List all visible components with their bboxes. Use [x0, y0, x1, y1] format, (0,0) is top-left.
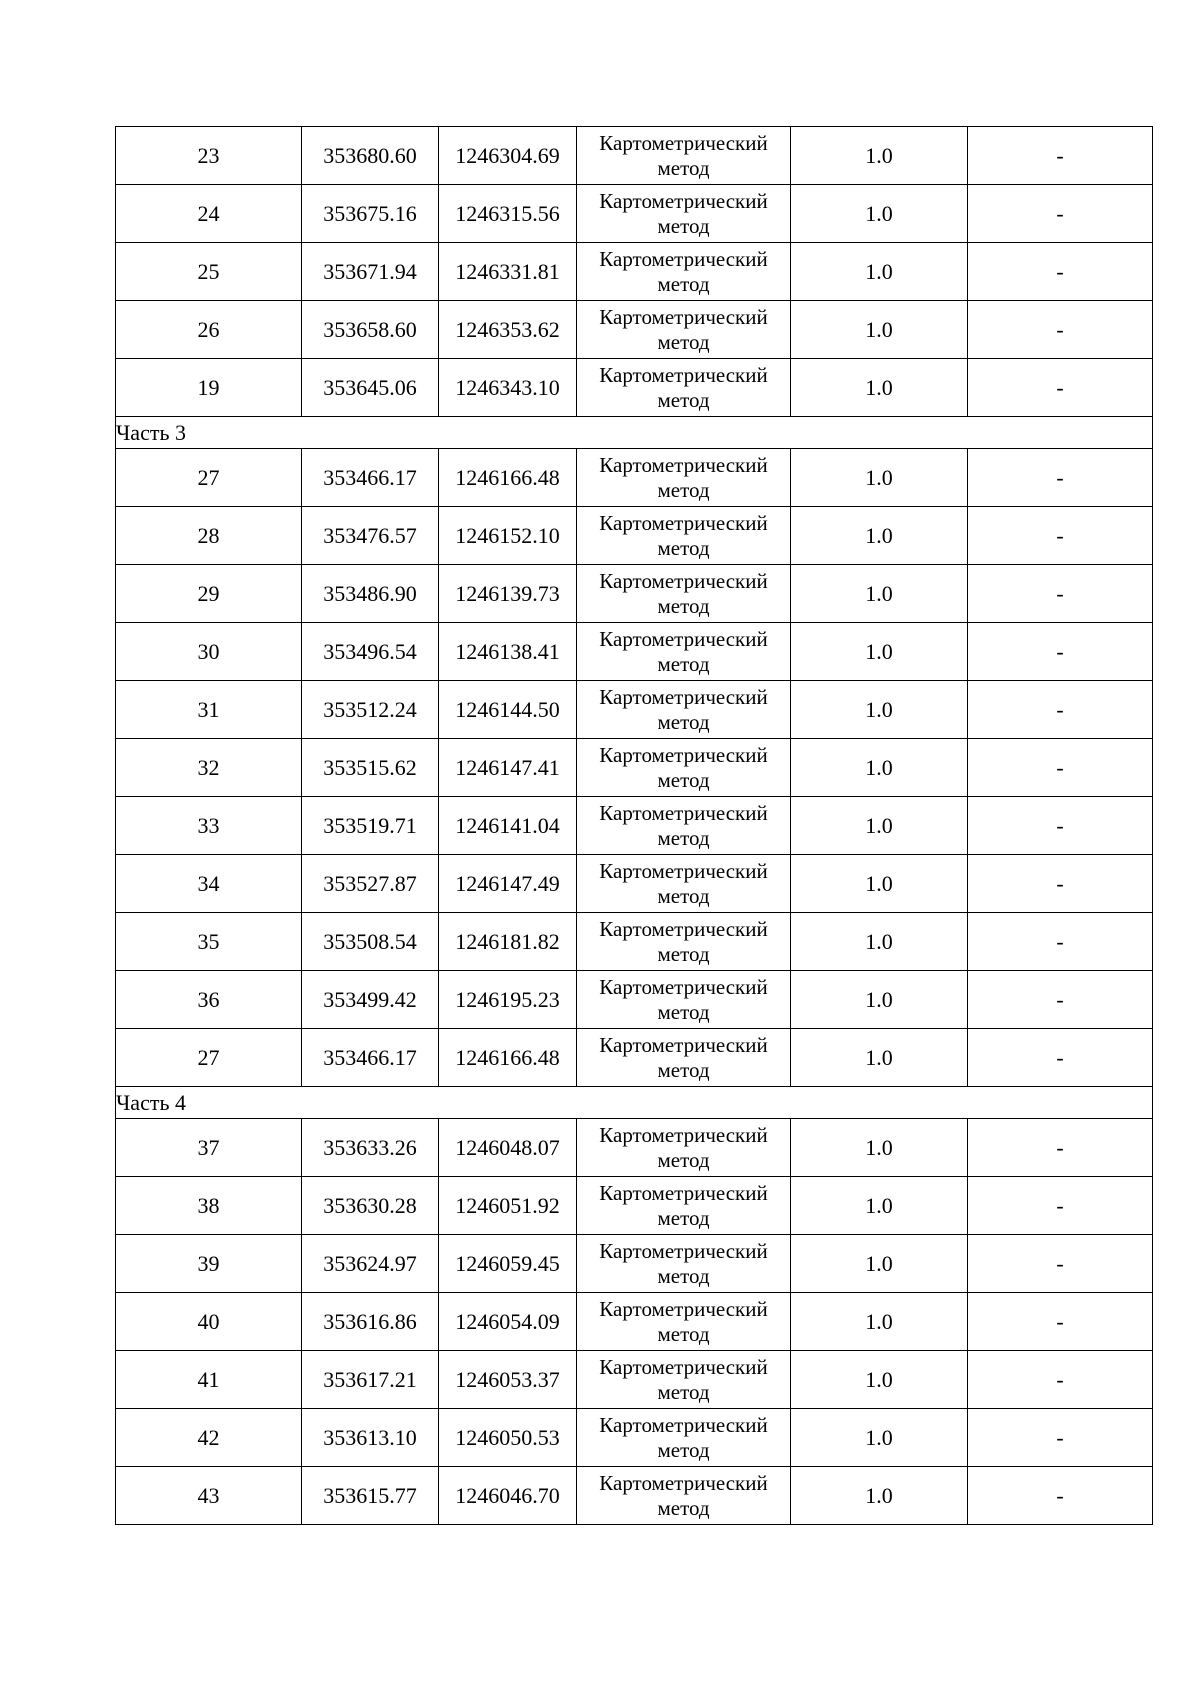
- table-row: [116, 623, 1153, 681]
- description-cell: -: [968, 1029, 1153, 1087]
- accuracy-cell: 1.0: [791, 681, 968, 739]
- table-row: [116, 449, 1153, 507]
- point-number-cell: 35: [116, 913, 302, 971]
- table-row: [116, 301, 1153, 359]
- y-coordinate-cell: 1246141.04: [439, 797, 577, 855]
- y-coordinate-cell: 1246343.10: [439, 359, 577, 417]
- point-number-cell: 34: [116, 855, 302, 913]
- point-number-cell: 30: [116, 623, 302, 681]
- point-number-cell: 32: [116, 739, 302, 797]
- x-coordinate-cell: 353496.54: [302, 623, 439, 681]
- y-coordinate-cell: 1246138.41: [439, 623, 577, 681]
- x-coordinate-cell: 353527.87: [302, 855, 439, 913]
- point-number-cell: 38: [116, 1177, 302, 1235]
- part-header-row: [116, 1087, 1153, 1119]
- table-row: [116, 1235, 1153, 1293]
- x-coordinate-cell: 353630.28: [302, 1177, 439, 1235]
- description-cell: -: [968, 507, 1153, 565]
- table-row: [116, 1119, 1153, 1177]
- table-row: [116, 1029, 1153, 1087]
- x-coordinate-cell: 353680.60: [302, 127, 439, 185]
- point-number-cell: 24: [116, 185, 302, 243]
- accuracy-cell: 1.0: [791, 243, 968, 301]
- x-coordinate-cell: 353671.94: [302, 243, 439, 301]
- table-row: [116, 913, 1153, 971]
- y-coordinate-cell: 1246144.50: [439, 681, 577, 739]
- table-row: [116, 243, 1153, 301]
- accuracy-cell: 1.0: [791, 507, 968, 565]
- y-coordinate-cell: 1246048.07: [439, 1119, 577, 1177]
- y-coordinate-cell: 1246315.56: [439, 185, 577, 243]
- point-number-cell: 43: [116, 1467, 302, 1525]
- table-row: [116, 185, 1153, 243]
- accuracy-cell: 1.0: [791, 1409, 968, 1467]
- description-cell: -: [968, 1467, 1153, 1525]
- coordinates-table: [115, 126, 1153, 1525]
- x-coordinate-cell: 353658.60: [302, 301, 439, 359]
- table-row: [116, 507, 1153, 565]
- accuracy-cell: 1.0: [791, 739, 968, 797]
- accuracy-cell: 1.0: [791, 1177, 968, 1235]
- description-cell: -: [968, 185, 1153, 243]
- description-cell: -: [968, 623, 1153, 681]
- description-cell: -: [968, 127, 1153, 185]
- table-row: [116, 565, 1153, 623]
- y-coordinate-cell: 1246353.62: [439, 301, 577, 359]
- method-cell: Картометрический метод: [577, 301, 791, 359]
- accuracy-cell: 1.0: [791, 971, 968, 1029]
- accuracy-cell: 1.0: [791, 1029, 968, 1087]
- accuracy-cell: 1.0: [791, 1351, 968, 1409]
- point-number-cell: 40: [116, 1293, 302, 1351]
- point-number-cell: 23: [116, 127, 302, 185]
- y-coordinate-cell: 1246147.41: [439, 739, 577, 797]
- y-coordinate-cell: 1246181.82: [439, 913, 577, 971]
- description-cell: -: [968, 971, 1153, 1029]
- point-number-cell: 25: [116, 243, 302, 301]
- description-cell: -: [968, 301, 1153, 359]
- method-cell: Картометрический метод: [577, 623, 791, 681]
- table-row: [116, 1293, 1153, 1351]
- method-cell: Картометрический метод: [577, 359, 791, 417]
- y-coordinate-cell: 1246051.92: [439, 1177, 577, 1235]
- description-cell: -: [968, 1409, 1153, 1467]
- accuracy-cell: 1.0: [791, 127, 968, 185]
- accuracy-cell: 1.0: [791, 1467, 968, 1525]
- method-cell: Картометрический метод: [577, 1235, 791, 1293]
- point-number-cell: 37: [116, 1119, 302, 1177]
- accuracy-cell: 1.0: [791, 1293, 968, 1351]
- method-cell: Картометрический метод: [577, 1293, 791, 1351]
- coordinates-table-body: [116, 127, 1153, 1525]
- point-number-cell: 19: [116, 359, 302, 417]
- accuracy-cell: 1.0: [791, 185, 968, 243]
- method-cell: Картометрический метод: [577, 913, 791, 971]
- point-number-cell: 29: [116, 565, 302, 623]
- part-label: Часть 4: [116, 1087, 1153, 1119]
- point-number-cell: 31: [116, 681, 302, 739]
- description-cell: -: [968, 1177, 1153, 1235]
- accuracy-cell: 1.0: [791, 855, 968, 913]
- x-coordinate-cell: 353515.62: [302, 739, 439, 797]
- y-coordinate-cell: 1246053.37: [439, 1351, 577, 1409]
- accuracy-cell: 1.0: [791, 565, 968, 623]
- table-row: [116, 1467, 1153, 1525]
- method-cell: Картометрический метод: [577, 243, 791, 301]
- x-coordinate-cell: 353519.71: [302, 797, 439, 855]
- x-coordinate-cell: 353675.16: [302, 185, 439, 243]
- method-cell: Картометрический метод: [577, 1177, 791, 1235]
- method-cell: Картометрический метод: [577, 1351, 791, 1409]
- description-cell: -: [968, 739, 1153, 797]
- accuracy-cell: 1.0: [791, 797, 968, 855]
- y-coordinate-cell: 1246046.70: [439, 1467, 577, 1525]
- method-cell: Картометрический метод: [577, 127, 791, 185]
- x-coordinate-cell: 353624.97: [302, 1235, 439, 1293]
- point-number-cell: 33: [116, 797, 302, 855]
- part-header-row: [116, 417, 1153, 449]
- description-cell: -: [968, 565, 1153, 623]
- y-coordinate-cell: 1246166.48: [439, 449, 577, 507]
- description-cell: -: [968, 855, 1153, 913]
- method-cell: Картометрический метод: [577, 1409, 791, 1467]
- table-row: [116, 971, 1153, 1029]
- accuracy-cell: 1.0: [791, 449, 968, 507]
- x-coordinate-cell: 353476.57: [302, 507, 439, 565]
- description-cell: -: [968, 1235, 1153, 1293]
- table-row: [116, 127, 1153, 185]
- y-coordinate-cell: 1246152.10: [439, 507, 577, 565]
- x-coordinate-cell: 353645.06: [302, 359, 439, 417]
- description-cell: -: [968, 797, 1153, 855]
- method-cell: Картометрический метод: [577, 855, 791, 913]
- y-coordinate-cell: 1246304.69: [439, 127, 577, 185]
- y-coordinate-cell: 1246147.49: [439, 855, 577, 913]
- method-cell: Картометрический метод: [577, 565, 791, 623]
- point-number-cell: 39: [116, 1235, 302, 1293]
- x-coordinate-cell: 353616.86: [302, 1293, 439, 1351]
- x-coordinate-cell: 353613.10: [302, 1409, 439, 1467]
- accuracy-cell: 1.0: [791, 301, 968, 359]
- y-coordinate-cell: 1246166.48: [439, 1029, 577, 1087]
- method-cell: Картометрический метод: [577, 971, 791, 1029]
- point-number-cell: 27: [116, 1029, 302, 1087]
- description-cell: -: [968, 1119, 1153, 1177]
- y-coordinate-cell: 1246195.23: [439, 971, 577, 1029]
- y-coordinate-cell: 1246050.53: [439, 1409, 577, 1467]
- point-number-cell: 42: [116, 1409, 302, 1467]
- method-cell: Картометрический метод: [577, 1119, 791, 1177]
- point-number-cell: 41: [116, 1351, 302, 1409]
- method-cell: Картометрический метод: [577, 1029, 791, 1087]
- table-row: [116, 1177, 1153, 1235]
- table-row: [116, 1409, 1153, 1467]
- y-coordinate-cell: 1246139.73: [439, 565, 577, 623]
- y-coordinate-cell: 1246331.81: [439, 243, 577, 301]
- table-row: [116, 855, 1153, 913]
- x-coordinate-cell: 353466.17: [302, 449, 439, 507]
- point-number-cell: 27: [116, 449, 302, 507]
- y-coordinate-cell: 1246054.09: [439, 1293, 577, 1351]
- method-cell: Картометрический метод: [577, 1467, 791, 1525]
- description-cell: -: [968, 1351, 1153, 1409]
- table-row: [116, 739, 1153, 797]
- x-coordinate-cell: 353615.77: [302, 1467, 439, 1525]
- x-coordinate-cell: 353617.21: [302, 1351, 439, 1409]
- x-coordinate-cell: 353466.17: [302, 1029, 439, 1087]
- accuracy-cell: 1.0: [791, 913, 968, 971]
- table-row: [116, 681, 1153, 739]
- description-cell: -: [968, 359, 1153, 417]
- method-cell: Картометрический метод: [577, 681, 791, 739]
- description-cell: -: [968, 1293, 1153, 1351]
- accuracy-cell: 1.0: [791, 623, 968, 681]
- y-coordinate-cell: 1246059.45: [439, 1235, 577, 1293]
- accuracy-cell: 1.0: [791, 1119, 968, 1177]
- point-number-cell: 28: [116, 507, 302, 565]
- x-coordinate-cell: 353508.54: [302, 913, 439, 971]
- description-cell: -: [968, 913, 1153, 971]
- table-row: [116, 1351, 1153, 1409]
- method-cell: Картометрический метод: [577, 507, 791, 565]
- method-cell: Картометрический метод: [577, 739, 791, 797]
- x-coordinate-cell: 353499.42: [302, 971, 439, 1029]
- accuracy-cell: 1.0: [791, 1235, 968, 1293]
- part-label: Часть 3: [116, 417, 1153, 449]
- method-cell: Картометрический метод: [577, 449, 791, 507]
- accuracy-cell: 1.0: [791, 359, 968, 417]
- point-number-cell: 36: [116, 971, 302, 1029]
- description-cell: -: [968, 243, 1153, 301]
- x-coordinate-cell: 353512.24: [302, 681, 439, 739]
- x-coordinate-cell: 353633.26: [302, 1119, 439, 1177]
- method-cell: Картометрический метод: [577, 185, 791, 243]
- x-coordinate-cell: 353486.90: [302, 565, 439, 623]
- method-cell: Картометрический метод: [577, 797, 791, 855]
- point-number-cell: 26: [116, 301, 302, 359]
- description-cell: -: [968, 449, 1153, 507]
- table-row: [116, 359, 1153, 417]
- table-row: [116, 797, 1153, 855]
- description-cell: -: [968, 681, 1153, 739]
